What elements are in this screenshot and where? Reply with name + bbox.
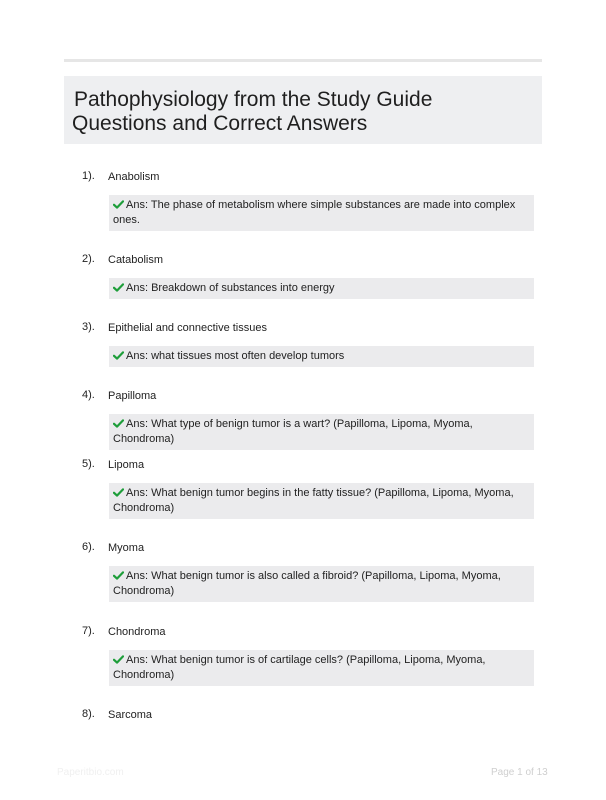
question-number: 1).: [82, 170, 95, 182]
check-icon: [113, 200, 124, 209]
answer-box: [109, 650, 534, 686]
answer-text: Ans: What benign tumor is also called a fibroid? (Papilloma, Lipoma, Myoma, Chondroma): [113, 570, 501, 597]
answer-box: [109, 195, 534, 231]
answer-text: Ans: What benign tumor is of cartilage cells? (Papilloma, Lipoma, Myoma, Chondroma): [113, 654, 486, 681]
question-term: Epithelial and connective tissues: [108, 322, 267, 334]
question-number: 7).: [82, 625, 95, 637]
page-number: Page 1 of 13: [491, 767, 548, 778]
answer-box: [109, 483, 534, 519]
question-number: 5).: [82, 458, 95, 470]
check-icon: [113, 283, 124, 292]
check-icon: [113, 655, 124, 664]
question-term: Lipoma: [108, 459, 145, 471]
question-term: Sarcoma: [108, 709, 153, 721]
check-icon: [113, 488, 124, 497]
question-number: 3).: [82, 321, 95, 333]
question-term: Anabolism: [108, 171, 160, 183]
question-number: 8).: [82, 708, 95, 720]
answer-box: [109, 278, 534, 299]
answer-box: [109, 414, 534, 450]
answer-box: [109, 346, 534, 367]
question-term: Papilloma: [108, 390, 157, 402]
answer-text: Ans: What benign tumor begins in the fatty tissue? (Papilloma, Lipoma, Myoma, Chondroma): [113, 487, 514, 514]
answer-text: Ans: what tissues most often develop tumors: [126, 350, 345, 362]
page-title-line-2: Questions and Correct Answers: [72, 112, 368, 135]
question-term: Chondroma: [108, 626, 166, 638]
answer-box: [109, 566, 534, 602]
page-title-line-1: Pathophysiology from the Study Guide: [74, 88, 433, 111]
question-term: Catabolism: [108, 254, 164, 266]
answer-text: Ans: What type of benign tumor is a wart? (Papilloma, Lipoma, Myoma, Chondroma): [113, 418, 473, 445]
check-icon: [113, 419, 124, 428]
question-number: 2).: [82, 253, 95, 265]
question-number: 6).: [82, 541, 95, 553]
answer-text: Ans: The phase of metabolism where simple substances are made into complex ones.: [113, 199, 516, 226]
question-term: Myoma: [108, 542, 145, 554]
question-number: 4).: [82, 389, 95, 401]
check-icon: [113, 571, 124, 580]
answer-text: Ans: Breakdown of substances into energy: [126, 282, 335, 294]
top-divider: [64, 59, 542, 62]
check-icon: [113, 351, 124, 360]
footer-watermark: Paperitbio.com: [57, 767, 124, 778]
